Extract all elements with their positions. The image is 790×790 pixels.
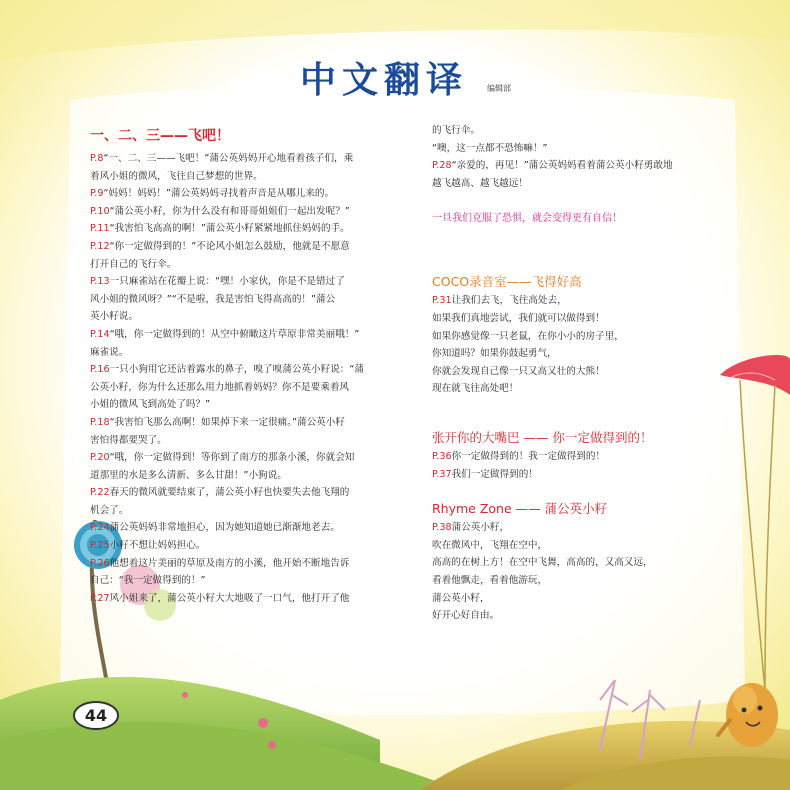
text-line-content: “一、二、三——飞吧！”蒲公英妈妈开心地看着孩子们，乘: [103, 153, 354, 164]
text-line: [90, 572, 412, 590]
text-line: [432, 572, 702, 590]
page-ref-label: P.12: [90, 240, 110, 252]
page-ref-label: P.9: [90, 188, 104, 200]
page-ref-label: P.37: [432, 468, 452, 480]
text-line-content: “哦，你一定做得到！等你到了南方的那条小溪，你就会知: [109, 452, 355, 464]
text-line-content: 你就会发现自己像一只又高又壮的大熊！: [432, 365, 605, 377]
text-line-content: “哦，你一定做得到的！从空中俯瞰这片草原非常美丽哦！”: [109, 328, 360, 340]
text-line: [432, 310, 702, 328]
text-line-content: 一只小狗用它还沾着露水的鼻子，嗅了嗅蒲公英小籽说：“蒲: [109, 364, 364, 376]
text-line-content: “亲爱的，再见！”蒲公英妈妈看着蒲公英小籽勇敢地: [451, 160, 673, 172]
text-line-content: 风小姐的微风呀？”“不是啦，我是害怕飞得高高的！”蒲公: [90, 293, 336, 305]
text-line-content: “噢，这一点都不恐怖嘛！”: [432, 142, 548, 154]
text-line-content: 我们一定做得到的！: [451, 468, 538, 480]
text-line-content: 风小姐来了，蒲公英小籽大大地吸了一口气，他打开了他: [109, 592, 350, 604]
text-line: [432, 466, 702, 484]
page-ref-label: P.22: [90, 487, 110, 499]
text-line: [90, 502, 412, 520]
text-line-content: 着风小姐的微风，飞往自己梦想的世界。: [90, 170, 263, 182]
text-line-content: 蒲公英小籽，: [451, 522, 510, 534]
section-heading-rhyme: Rhyme Zone —— 蒲公英小籽: [432, 501, 608, 517]
text-line: [432, 380, 702, 398]
page-ref-label: P.8: [90, 153, 104, 164]
text-line: [90, 555, 412, 573]
text-line-content: 好开心好自由。: [432, 610, 500, 622]
text-line-content: “妈妈！妈妈！”蒲公英妈妈寻找着声音是从哪儿来的。: [103, 188, 335, 200]
section-heading: 一、二、三——飞吧！: [90, 128, 230, 144]
text-line: [432, 157, 702, 175]
text-line: [90, 519, 412, 537]
text-line: [432, 292, 702, 310]
text-line: [90, 484, 412, 502]
text-line: [432, 554, 702, 572]
text-line: [90, 238, 412, 256]
text-line: [90, 308, 412, 326]
text-line-content: 一只麻雀站在花瓣上说：“嘿！小家伙，你是不是错过了: [109, 276, 345, 288]
page-title: 中文翻译: [300, 60, 469, 101]
page-ref-label: P.28: [432, 160, 452, 172]
text-line: [90, 291, 412, 309]
text-line: [432, 363, 702, 381]
text-line-content: 春天的微风就要结束了，蒲公英小籽也快要失去他飞翔的: [109, 487, 350, 499]
page-ref-label: P.36: [432, 450, 452, 462]
page-ref-label: P.31: [432, 295, 452, 307]
text-line: [90, 467, 412, 485]
text-line-content: 蒲公英小籽，: [432, 592, 490, 604]
text-line: [90, 256, 412, 274]
text-line: [90, 361, 412, 379]
text-line-content: 蒲公英妈妈非常地担心，因为她知道她已渐渐地老去。: [109, 522, 340, 534]
text-line-content: 的飞行伞。: [432, 125, 480, 136]
text-line: [432, 519, 702, 537]
text-line: [432, 537, 702, 555]
page-ref-label: P.24: [90, 522, 110, 534]
page-ref-label: P.16: [90, 364, 110, 376]
right-column: [432, 122, 702, 625]
text-line: [90, 379, 412, 397]
text-line-content: 吹在微风中，飞翔在空中，: [432, 539, 548, 551]
text-line: [432, 590, 702, 608]
text-line: [90, 326, 412, 344]
text-line-content: “你一定做得到的！”不论风小姐怎么鼓励，他就是不愿意: [109, 240, 350, 252]
text-line: [432, 345, 702, 363]
section-heading-bigmouth: 张开你的大嘴巴 —— 你一定做得到的！: [432, 429, 653, 445]
text-line: [90, 203, 412, 221]
text-line: [432, 607, 702, 625]
page-ref-label: P.25: [90, 540, 110, 552]
text-line-content: 高高的在树上方！在空中飞舞，高高的，又高又远，: [432, 557, 653, 569]
text-line: [90, 185, 412, 203]
text-line: [90, 449, 412, 467]
text-line: [432, 140, 702, 158]
text-line-content: “我害怕飞高高的啊！”蒲公英小籽紧紧地抓住妈妈的手。: [109, 223, 350, 235]
text-line: [432, 328, 702, 346]
text-line: [90, 273, 412, 291]
page-ref-label: P.27: [90, 592, 110, 604]
text-line-content: 如果我们真地尝试，我们就可以做得到！: [432, 312, 605, 324]
text-line: [432, 448, 702, 466]
text-line: [90, 432, 412, 450]
page-ref-label: P.38: [432, 522, 452, 534]
text-line: [90, 150, 412, 168]
text-line-content: 看着他飘走，看着他游玩，: [432, 574, 548, 586]
text-line: [90, 168, 412, 186]
text-line-content: 机会了。: [90, 504, 129, 516]
text-line-content: 让我们去飞，飞往高处去，: [451, 295, 567, 307]
text-line-content: 你知道吗？如果你鼓起勇气，: [432, 348, 557, 360]
text-line: [90, 414, 412, 432]
text-line-content: 麻雀说。: [90, 346, 129, 358]
text-line-content: 你一定做得到的！我一定做得到的！: [451, 450, 606, 462]
page-number: 44: [84, 706, 108, 725]
page-ref-label: P.26: [90, 557, 110, 569]
text-line: [90, 344, 412, 362]
text-line-content: 英小籽说。: [90, 311, 138, 323]
text-line-content: 道那里的水是多么清新、多么甘甜！”小狗说。: [90, 469, 287, 481]
text-line-content: 小姐的微风飞到高处了吗？”: [90, 399, 211, 411]
text-line-content: 公英小籽，你为什么还那么用力地抓着妈妈？你不是要乘着风: [90, 381, 350, 393]
page-ref-label: P.13: [90, 276, 110, 288]
text-line: [432, 122, 702, 140]
text-line-content: 小籽不想让妈妈担心。: [109, 540, 206, 552]
page-ref-label: P.20: [90, 452, 110, 464]
text-line: [90, 396, 412, 414]
section-heading-coco: COCO录音室——飞得好高: [432, 274, 582, 290]
page-ref-label: P.18: [90, 416, 110, 428]
text-line-content: 打开自己的飞行伞。: [90, 258, 177, 270]
motto-text: 一旦我们克服了恐惧，就会变得更有自信！: [432, 213, 622, 225]
text-line-content: 现在就飞往高处吧！: [432, 383, 519, 395]
left-column: [90, 122, 412, 607]
page-ref-label: P.10: [90, 205, 110, 217]
text-line-content: 害怕得都要哭了。: [90, 434, 167, 446]
text-line-content: 越飞越高、越飞越远！: [432, 177, 528, 189]
text-line-content: 自己：“我一定做得到的！”: [90, 575, 206, 587]
page-ref-label: P.11: [90, 223, 110, 235]
text-line: [90, 590, 412, 608]
text-line-content: 如果你感觉像一只老鼠，在你小小的房子里，: [432, 330, 624, 342]
text-line: [90, 220, 412, 238]
editor-credit: 编辑部: [487, 84, 511, 93]
text-line: [90, 537, 412, 555]
text-line-content: “蒲公英小籽，你为什么没有和哥哥姐姐们一起出发呢？”: [109, 205, 350, 217]
text-line-content: 他想着这片美丽的草原及南方的小溪，他开始不断地告诉: [109, 557, 350, 569]
text-line-content: “我害怕飞那么高啊！如果掉下来一定很痛。”蒲公英小籽: [109, 416, 345, 428]
page-ref-label: P.14: [90, 328, 110, 340]
text-line: [432, 175, 702, 193]
